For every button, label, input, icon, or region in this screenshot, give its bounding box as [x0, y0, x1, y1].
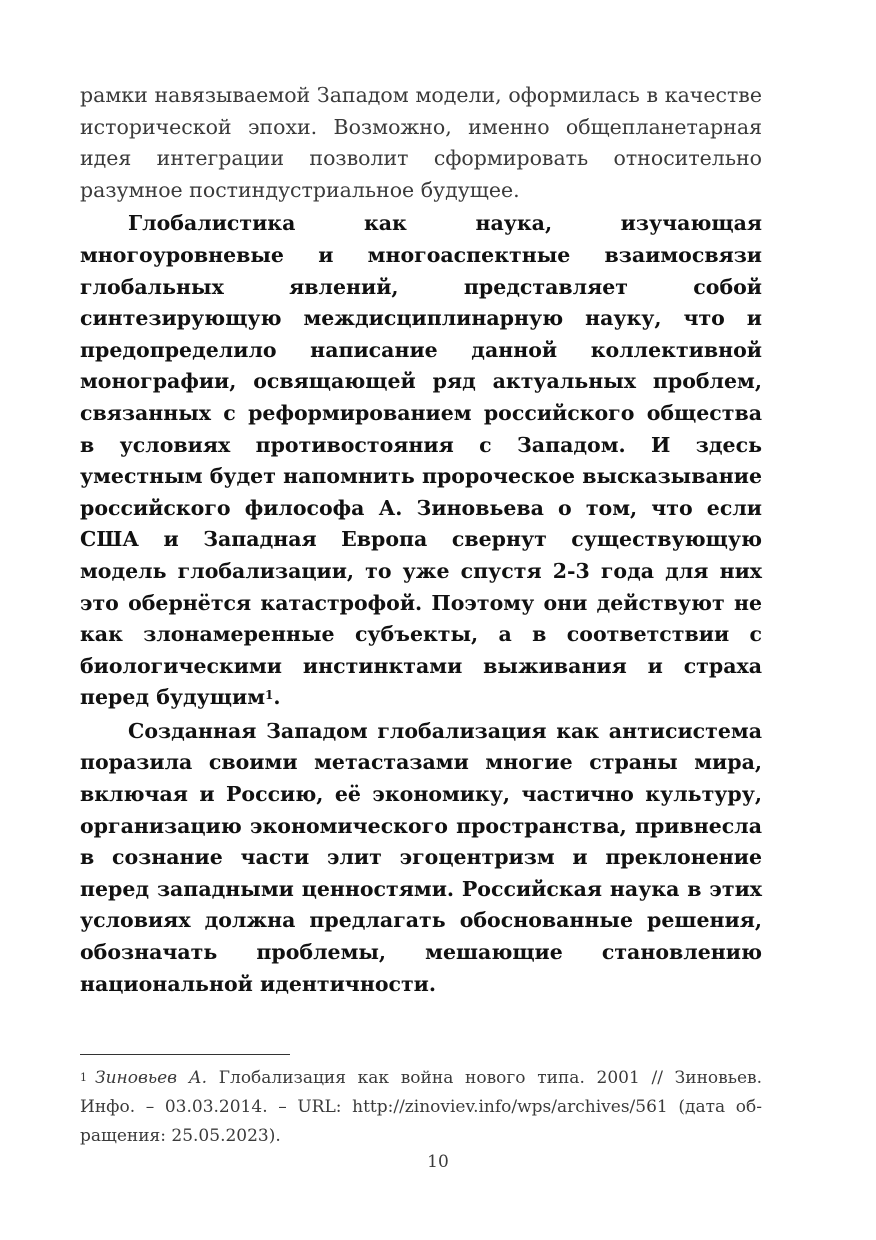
footnote-number: 1: [80, 1071, 87, 1084]
footnote-text: Глобализация как война нового типа. 2001 // Зиновьев. Инфо. – 03.03.2014. – URL: http://zinoviev.info/wps/archives/561 (дата обращения: 25.05.2023).: [80, 1068, 763, 1146]
paragraph-globalistics-end: .: [273, 685, 281, 710]
footnote-divider: [80, 1054, 290, 1055]
paragraph-globalistics: [80, 208, 762, 714]
footnote-author: Зиновьев А.: [95, 1068, 208, 1088]
footnote-reference[interactable]: 1: [265, 688, 274, 703]
paragraph-intro: рамки навязываемой Западом модели, оформилась в качестве исторической эпохи. Возможно, именно общепланетарная идея интеграции позволит сформировать относительно разумное постиндустриальное будущее.: [80, 83, 762, 202]
page-body: [80, 80, 762, 1000]
paragraph-globalistics-text: Глобалистика как наука, изучающая многоуровневые и многоаспектные взаимосвязи глобальных явлений, представляет собой синтезирующую междисциплинарную науку, что и предопределило написание данной коллективной монографии, освящающей ряд актуальных проблем, связанных с реформированием российского общества в условиях противостояния с Западом. И здесь уместным будет напомнить пророческое высказывание российского философа А. Зиновьева о том, что если США и Западная Европа свернут существующую модель глобализации, то уже спустя 2-3 года для них это обернётся катастрофой. Поэтому они действуют не как злонамеренные субъекты, а в соответствии с биологическими инстинктами выживания и страха перед будущим: [80, 211, 762, 710]
paragraph-antisystem: Созданная Западом глобализация как антисистема поразила своими метастазами многие страны мира, включая и Россию, её экономику, частично культуру, организацию экономического пространства, привнесла в сознание части элит эгоцентризм и преклонение перед западными ценностями. Российская наука в этих условиях должна предлагать обоснованные решения, обозначать проблемы, мешающие становлению национальной идентичности.: [80, 718, 762, 996]
footnote: [80, 1064, 762, 1151]
page-number: 10: [427, 1152, 449, 1172]
